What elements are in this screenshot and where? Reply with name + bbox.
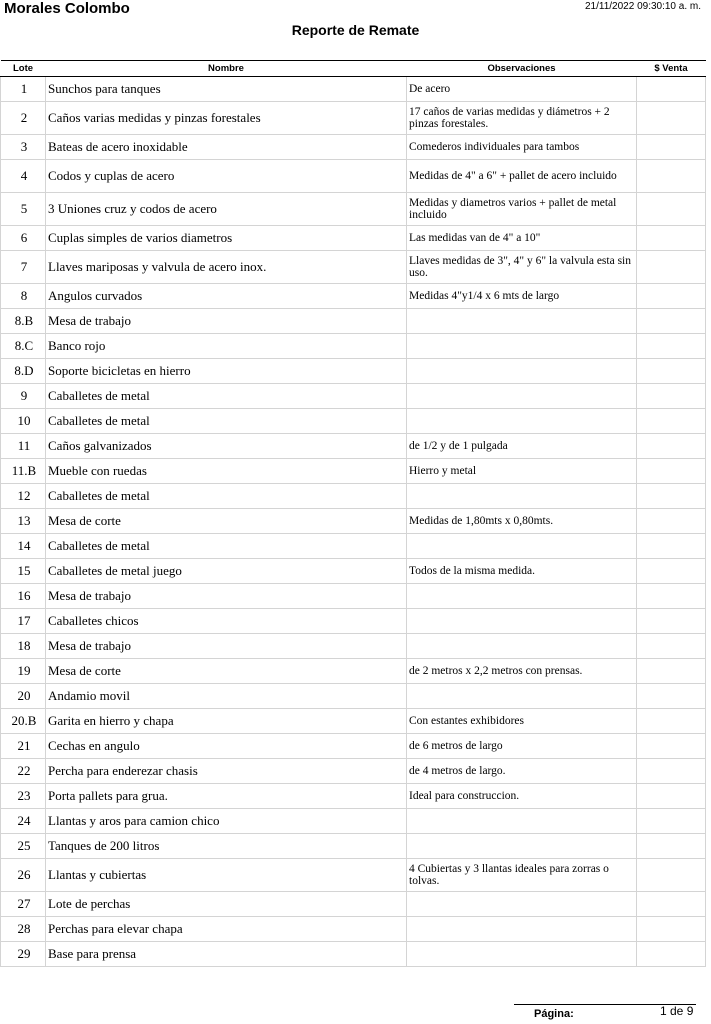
item-name-cell: Llaves mariposas y valvula de acero inox. <box>46 251 407 284</box>
observations-cell: de 1/2 y de 1 pulgada <box>407 434 637 459</box>
table-row <box>1 917 706 942</box>
item-name-cell: Base para prensa <box>46 942 407 967</box>
column-header-venta: $ Venta <box>637 61 706 77</box>
lot-number-cell: 2 <box>1 102 46 135</box>
lot-number-cell: 11.B <box>1 459 46 484</box>
observations-cell <box>407 834 637 859</box>
sale-price-cell <box>637 484 706 509</box>
observations-cell: Las medidas van de 4" a 10" <box>407 226 637 251</box>
lot-number-cell: 27 <box>1 892 46 917</box>
lot-number-cell: 14 <box>1 534 46 559</box>
table-row <box>1 309 706 334</box>
lot-number-cell: 21 <box>1 734 46 759</box>
lot-number-cell: 26 <box>1 859 46 892</box>
item-name-cell: Caños varias medidas y pinzas forestales <box>46 102 407 135</box>
column-header-observaciones: Observaciones <box>407 61 637 77</box>
item-name-cell: Percha para enderezar chasis <box>46 759 407 784</box>
item-name-cell: Tanques de 200 litros <box>46 834 407 859</box>
table-row <box>1 859 706 892</box>
table-row <box>1 102 706 135</box>
sale-price-cell <box>637 284 706 309</box>
table-row <box>1 509 706 534</box>
auction-report-table <box>0 60 706 967</box>
observations-cell: Hierro y metal <box>407 459 637 484</box>
lot-number-cell: 5 <box>1 193 46 226</box>
table-row <box>1 135 706 160</box>
column-header-nombre: Nombre <box>46 61 407 77</box>
lot-number-cell: 17 <box>1 609 46 634</box>
lot-number-cell: 8 <box>1 284 46 309</box>
lot-number-cell: 8.C <box>1 334 46 359</box>
sale-price-cell <box>637 942 706 967</box>
lot-number-cell: 24 <box>1 809 46 834</box>
item-name-cell: Lote de perchas <box>46 892 407 917</box>
table-row <box>1 809 706 834</box>
table-row <box>1 534 706 559</box>
item-name-cell: Mesa de trabajo <box>46 634 407 659</box>
observations-cell <box>407 609 637 634</box>
lot-number-cell: 4 <box>1 160 46 193</box>
lot-number-cell: 12 <box>1 484 46 509</box>
lot-number-cell: 16 <box>1 584 46 609</box>
column-header-lote: Lote <box>1 61 46 77</box>
lot-number-cell: 29 <box>1 942 46 967</box>
observations-cell: Con estantes exhibidores <box>407 709 637 734</box>
item-name-cell: Perchas para elevar chapa <box>46 917 407 942</box>
sale-price-cell <box>637 251 706 284</box>
observations-cell: De acero <box>407 77 637 102</box>
table-row <box>1 77 706 102</box>
page-number: 1 de 9 <box>660 1004 694 1018</box>
item-name-cell: Cechas en angulo <box>46 734 407 759</box>
observations-cell <box>407 384 637 409</box>
observations-cell <box>407 409 637 434</box>
observations-cell: Todos de la misma medida. <box>407 559 637 584</box>
item-name-cell: Caballetes de metal <box>46 534 407 559</box>
table-row <box>1 226 706 251</box>
observations-cell: Medidas de 1,80mts x 0,80mts. <box>407 509 637 534</box>
sale-price-cell <box>637 659 706 684</box>
table-row <box>1 193 706 226</box>
table-row <box>1 784 706 809</box>
item-name-cell: Angulos curvados <box>46 284 407 309</box>
item-name-cell: Bateas de acero inoxidable <box>46 135 407 160</box>
table-row <box>1 734 706 759</box>
lot-number-cell: 8.B <box>1 309 46 334</box>
item-name-cell: Caballetes de metal <box>46 484 407 509</box>
sale-price-cell <box>637 309 706 334</box>
observations-cell <box>407 309 637 334</box>
table-row <box>1 584 706 609</box>
observations-cell: de 2 metros x 2,2 metros con prensas. <box>407 659 637 684</box>
lot-number-cell: 15 <box>1 559 46 584</box>
observations-cell: Medidas y diametros varios + pallet de metal incluido <box>407 193 637 226</box>
observations-cell: Medidas de 4" a 6" + pallet de acero incluido <box>407 160 637 193</box>
item-name-cell: Mesa de corte <box>46 659 407 684</box>
sale-price-cell <box>637 77 706 102</box>
lot-number-cell: 23 <box>1 784 46 809</box>
sale-price-cell <box>637 634 706 659</box>
report-datetime: 21/11/2022 09:30:10 a. m. <box>584 1 701 12</box>
table-row <box>1 409 706 434</box>
item-name-cell: Caballetes chicos <box>46 609 407 634</box>
lot-number-cell: 10 <box>1 409 46 434</box>
table-row <box>1 484 706 509</box>
observations-cell <box>407 334 637 359</box>
item-name-cell: Mesa de trabajo <box>46 309 407 334</box>
table-row <box>1 334 706 359</box>
lot-number-cell: 1 <box>1 77 46 102</box>
sale-price-cell <box>637 226 706 251</box>
table-row <box>1 684 706 709</box>
observations-cell <box>407 484 637 509</box>
report-title: Reporte de Remate <box>291 22 420 38</box>
item-name-cell: Caños galvanizados <box>46 434 407 459</box>
lot-number-cell: 6 <box>1 226 46 251</box>
sale-price-cell <box>637 759 706 784</box>
lot-number-cell: 25 <box>1 834 46 859</box>
sale-price-cell <box>637 193 706 226</box>
sale-price-cell <box>637 709 706 734</box>
observations-cell <box>407 809 637 834</box>
observations-cell: Medidas 4"y1/4 x 6 mts de largo <box>407 284 637 309</box>
table-row <box>1 251 706 284</box>
sale-price-cell <box>637 784 706 809</box>
item-name-cell: Mesa de trabajo <box>46 584 407 609</box>
lot-number-cell: 28 <box>1 917 46 942</box>
item-name-cell: Caballetes de metal juego <box>46 559 407 584</box>
item-name-cell: Mesa de corte <box>46 509 407 534</box>
observations-cell: Comederos individuales para tambos <box>407 135 637 160</box>
item-name-cell: Caballetes de metal <box>46 409 407 434</box>
lot-number-cell: 8.D <box>1 359 46 384</box>
table-header-row <box>1 61 706 77</box>
sale-price-cell <box>637 559 706 584</box>
table-row <box>1 942 706 967</box>
lot-number-cell: 13 <box>1 509 46 534</box>
table-row <box>1 892 706 917</box>
sale-price-cell <box>637 459 706 484</box>
item-name-cell: Mueble con ruedas <box>46 459 407 484</box>
sale-price-cell <box>637 684 706 709</box>
table-row <box>1 834 706 859</box>
observations-cell <box>407 917 637 942</box>
item-name-cell: Soporte bicicletas en hierro <box>46 359 407 384</box>
sale-price-cell <box>637 534 706 559</box>
item-name-cell: Llantas y cubiertas <box>46 859 407 892</box>
table-row <box>1 659 706 684</box>
item-name-cell: Caballetes de metal <box>46 384 407 409</box>
sale-price-cell <box>637 509 706 534</box>
lot-number-cell: 18 <box>1 634 46 659</box>
lot-number-cell: 22 <box>1 759 46 784</box>
item-name-cell: Porta pallets para grua. <box>46 784 407 809</box>
sale-price-cell <box>637 334 706 359</box>
observations-cell <box>407 634 637 659</box>
sale-price-cell <box>637 917 706 942</box>
observations-cell: Ideal para construccion. <box>407 784 637 809</box>
item-name-cell: Llantas y aros para camion chico <box>46 809 407 834</box>
lot-number-cell: 19 <box>1 659 46 684</box>
lot-number-cell: 9 <box>1 384 46 409</box>
sale-price-cell <box>637 734 706 759</box>
table-row <box>1 634 706 659</box>
observations-cell <box>407 892 637 917</box>
table-row <box>1 284 706 309</box>
observations-cell <box>407 584 637 609</box>
lot-number-cell: 20 <box>1 684 46 709</box>
sale-price-cell <box>637 584 706 609</box>
observations-cell <box>407 684 637 709</box>
sale-price-cell <box>637 160 706 193</box>
lot-number-cell: 20.B <box>1 709 46 734</box>
lot-number-cell: 11 <box>1 434 46 459</box>
observations-cell <box>407 534 637 559</box>
observations-cell: de 6 metros de largo <box>407 734 637 759</box>
item-name-cell: Codos y cuplas de acero <box>46 160 407 193</box>
sale-price-cell <box>637 135 706 160</box>
page-label: Página: <box>534 1008 574 1020</box>
sale-price-cell <box>637 809 706 834</box>
table-row <box>1 434 706 459</box>
sale-price-cell <box>637 434 706 459</box>
sale-price-cell <box>637 102 706 135</box>
sale-price-cell <box>637 384 706 409</box>
company-name: Morales Colombo <box>4 0 130 17</box>
table-row <box>1 359 706 384</box>
item-name-cell: Cuplas simples de varios diametros <box>46 226 407 251</box>
table-row <box>1 709 706 734</box>
sale-price-cell <box>637 892 706 917</box>
table-row <box>1 459 706 484</box>
item-name-cell: Sunchos para tanques <box>46 77 407 102</box>
item-name-cell: 3 Uniones cruz y codos de acero <box>46 193 407 226</box>
sale-price-cell <box>637 609 706 634</box>
lot-number-cell: 3 <box>1 135 46 160</box>
observations-cell: 4 Cubiertas y 3 llantas ideales para zorras o tolvas. <box>407 859 637 892</box>
table-row <box>1 609 706 634</box>
table-row <box>1 384 706 409</box>
item-name-cell: Andamio movil <box>46 684 407 709</box>
sale-price-cell <box>637 834 706 859</box>
observations-cell <box>407 942 637 967</box>
table-row <box>1 160 706 193</box>
table-row <box>1 559 706 584</box>
table-body <box>1 77 706 967</box>
lot-number-cell: 7 <box>1 251 46 284</box>
item-name-cell: Banco rojo <box>46 334 407 359</box>
observations-cell: Llaves medidas de 3", 4" y 6" la valvula esta sin uso. <box>407 251 637 284</box>
sale-price-cell <box>637 859 706 892</box>
observations-cell <box>407 359 637 384</box>
sale-price-cell <box>637 359 706 384</box>
observations-cell: 17 caños de varias medidas y diámetros + 2 pinzas forestales. <box>407 102 637 135</box>
observations-cell: de 4 metros de largo. <box>407 759 637 784</box>
item-name-cell: Garita en hierro y chapa <box>46 709 407 734</box>
sale-price-cell <box>637 409 706 434</box>
table-row <box>1 759 706 784</box>
